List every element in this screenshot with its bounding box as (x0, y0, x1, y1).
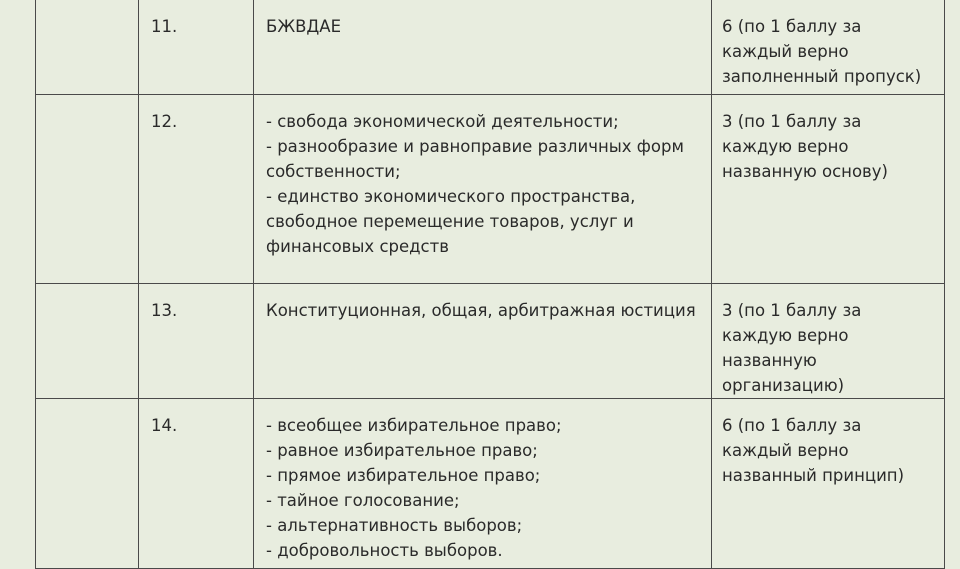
table-row (36, 0, 945, 94)
score-line: 3 (по 1 баллу за (722, 111, 862, 131)
answer-line: - равное избирательное право; (266, 440, 538, 460)
score-line: каждую верно (722, 136, 849, 156)
task-number-cell (139, 398, 254, 568)
answer-line: - прямое избирательное право; (266, 465, 541, 485)
score-cell (712, 0, 945, 94)
empty-cell (36, 0, 139, 94)
score-line: 3 (по 1 баллу за (722, 300, 862, 320)
answer-line: - свобода экономической деятельности; (266, 111, 619, 131)
answer-cell (254, 283, 712, 398)
answer-cell (254, 94, 712, 283)
answer-line: Конституционная, общая, арбитражная юстиция (266, 300, 696, 320)
score-line: заполненный пропуск) (722, 67, 922, 86)
answer-line: - единство экономического пространства, (266, 186, 636, 206)
answer-line: собственности; (266, 161, 401, 181)
score-line: 6 (по 1 баллу за (722, 415, 862, 435)
answer-line: свободное перемещение товаров, услуг и (266, 211, 634, 231)
score-cell (712, 398, 945, 568)
answer-line: - всеобщее избирательное право; (266, 415, 562, 435)
answer-line: - разнообразие и равноправие различных форм (266, 136, 684, 156)
task-number: 14. (151, 415, 178, 435)
score-cell (712, 283, 945, 398)
task-number: 12. (151, 111, 178, 131)
answer-cell (254, 398, 712, 568)
answer-line: - добровольность выборов. (266, 540, 503, 560)
answer-line: БЖВДАЕ (266, 17, 342, 36)
empty-cell (36, 398, 139, 568)
score-line: 6 (по 1 баллу за (722, 17, 862, 36)
answer-cell (254, 0, 712, 94)
empty-cell (36, 94, 139, 283)
empty-cell (36, 283, 139, 398)
table-row (36, 94, 945, 283)
task-number: 11. (151, 17, 178, 36)
task-number-cell (139, 283, 254, 398)
score-cell (712, 94, 945, 283)
score-line: названную (722, 350, 817, 370)
answer-line: финансовых средств (266, 236, 449, 256)
answer-line: - тайное голосование; (266, 490, 460, 510)
table-row (36, 398, 945, 568)
score-line: каждую верно (722, 325, 849, 345)
score-line: названную основу) (722, 161, 888, 181)
answer-key-table (35, 0, 945, 569)
answer-line: - альтернативность выборов; (266, 515, 523, 535)
score-line: организацию) (722, 375, 845, 395)
task-number: 13. (151, 300, 178, 320)
score-line: каждый верно (722, 440, 849, 460)
score-line: названный принцип) (722, 465, 905, 485)
table-row (36, 283, 945, 398)
score-line: каждый верно (722, 42, 849, 61)
task-number-cell (139, 0, 254, 94)
task-number-cell (139, 94, 254, 283)
